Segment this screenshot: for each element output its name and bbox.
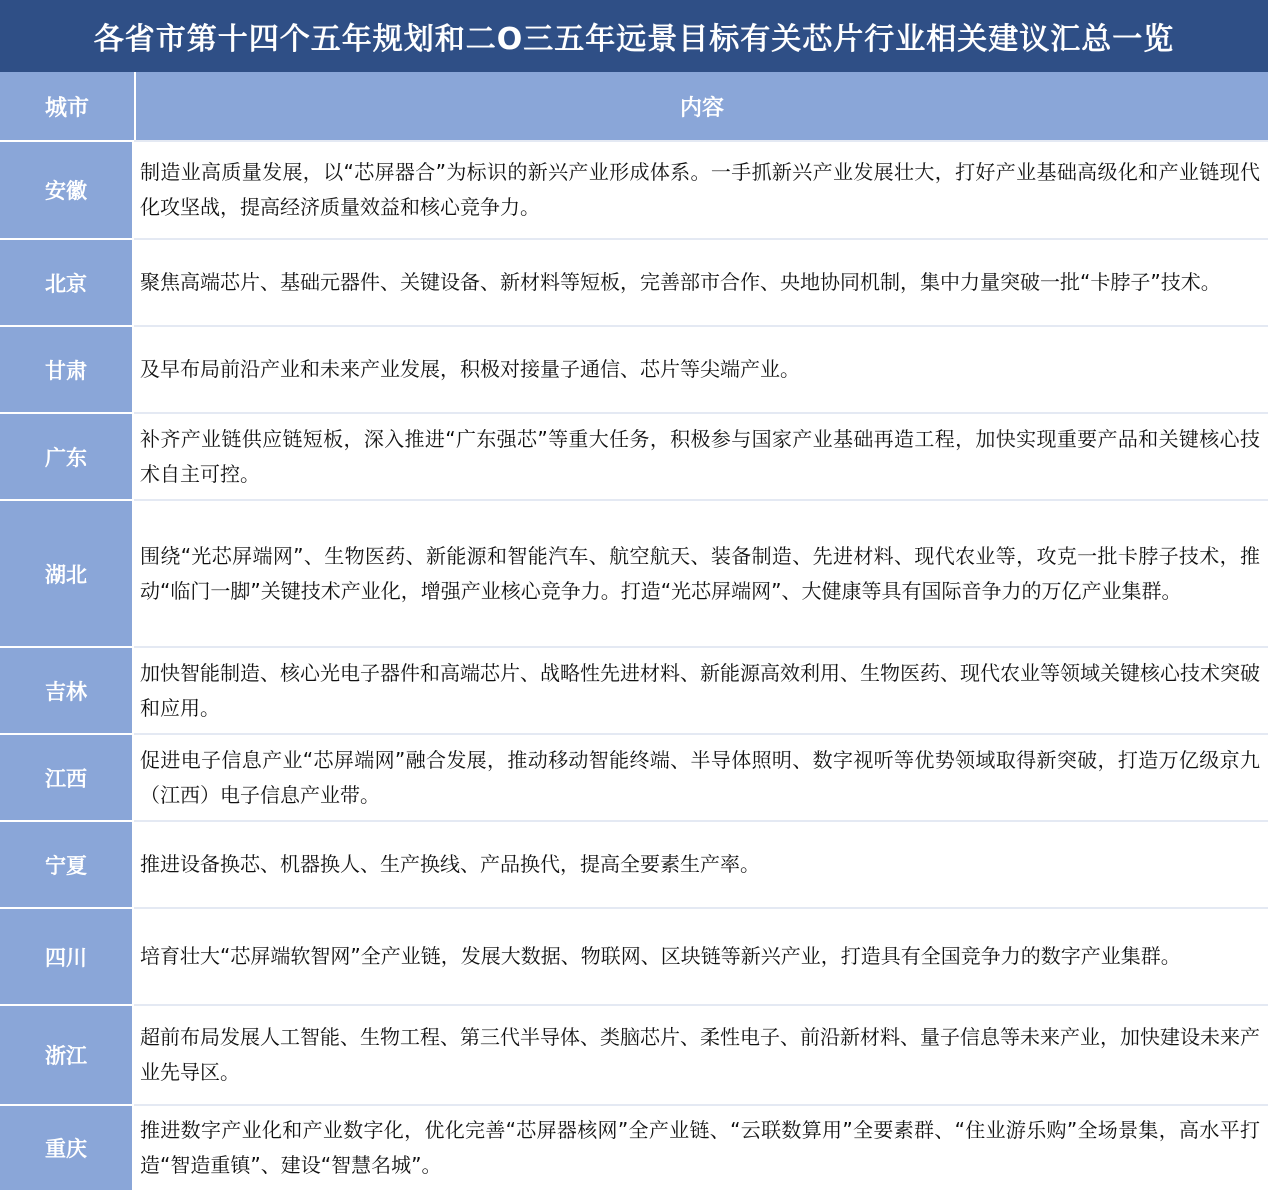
- content-cell: 及早布局前沿产业和未来产业发展，积极对接量子通信、芯片等尖端产业。: [134, 325, 1268, 412]
- table-header-row: [0, 72, 1268, 140]
- city-cell: 广东: [0, 412, 134, 499]
- content-cell: 加快智能制造、核心光电子器件和高端芯片、战略性先进材料、新能源高效利用、生物医药、现代农业等领域关键核心技术突破和应用。: [134, 646, 1268, 733]
- city-cell: 浙江: [0, 1004, 134, 1104]
- page-title: 各省市第十四个五年规划和二O三五年远景目标有关芯片行业相关建议汇总一览: [0, 0, 1268, 72]
- city-cell: 北京: [0, 238, 134, 325]
- table-row: [0, 140, 1268, 238]
- city-cell: 湖北: [0, 499, 134, 646]
- table-row: [0, 1004, 1268, 1104]
- table-row: [0, 646, 1268, 733]
- table-row: [0, 907, 1268, 1004]
- content-cell: 促进电子信息产业“芯屏端网”融合发展，推动移动智能终端、半导体照明、数字视听等优势领域取得新突破，打造万亿级京九（江西）电子信息产业带。: [134, 733, 1268, 820]
- content-cell: 推进数字产业化和产业数字化，优化完善“芯屏器核网”全产业链、“云联数算用”全要素群、“住业游乐购”全场景集，高水平打造“智造重镇”、建设“智慧名城”。: [134, 1104, 1268, 1190]
- table-row: [0, 325, 1268, 412]
- city-cell: 四川: [0, 907, 134, 1004]
- table-row: [0, 733, 1268, 820]
- content-cell: 超前布局发展人工智能、生物工程、第三代半导体、类脑芯片、柔性电子、前沿新材料、量子信息等未来产业，加快建设未来产业先导区。: [134, 1004, 1268, 1104]
- city-cell: 江西: [0, 733, 134, 820]
- content-cell: 补齐产业链供应链短板，深入推进“广东强芯”等重大任务，积极参与国家产业基础再造工程，加快实现重要产品和关键核心技术自主可控。: [134, 412, 1268, 499]
- content-cell: 制造业高质量发展，以“芯屏器合”为标识的新兴产业形成体系。一手抓新兴产业发展壮大，打好产业基础高级化和产业链现代化攻坚战，提高经济质量效益和核心竞争力。: [134, 140, 1268, 238]
- table-row: [0, 1104, 1268, 1190]
- column-header-content: 内容: [134, 72, 1268, 140]
- city-cell: 甘肃: [0, 325, 134, 412]
- table-row: [0, 499, 1268, 646]
- city-cell: 安徽: [0, 140, 134, 238]
- table-row: [0, 820, 1268, 907]
- table-row: [0, 412, 1268, 499]
- content-cell: 推进设备换芯、机器换人、生产换线、产品换代，提高全要素生产率。: [134, 820, 1268, 907]
- content-cell: 培育壮大“芯屏端软智网”全产业链，发展大数据、物联网、区块链等新兴产业，打造具有全国竞争力的数字产业集群。: [134, 907, 1268, 1004]
- content-cell: 聚焦高端芯片、基础元器件、关键设备、新材料等短板，完善部市合作、央地协同机制，集中力量突破一批“卡脖子”技术。: [134, 238, 1268, 325]
- content-cell: 围绕“光芯屏端网”、生物医药、新能源和智能汽车、航空航天、装备制造、先进材料、现代农业等，攻克一批卡脖子技术，推动“临门一脚”关键技术产业化，增强产业核心竞争力。打造“光芯屏端网”、大健康等具有国际音争力的万亿产业集群。: [134, 499, 1268, 646]
- city-cell: 宁夏: [0, 820, 134, 907]
- summary-table: [0, 72, 1268, 1190]
- table-row: [0, 238, 1268, 325]
- column-header-city: 城市: [0, 72, 134, 140]
- city-cell: 重庆: [0, 1104, 134, 1190]
- city-cell: 吉林: [0, 646, 134, 733]
